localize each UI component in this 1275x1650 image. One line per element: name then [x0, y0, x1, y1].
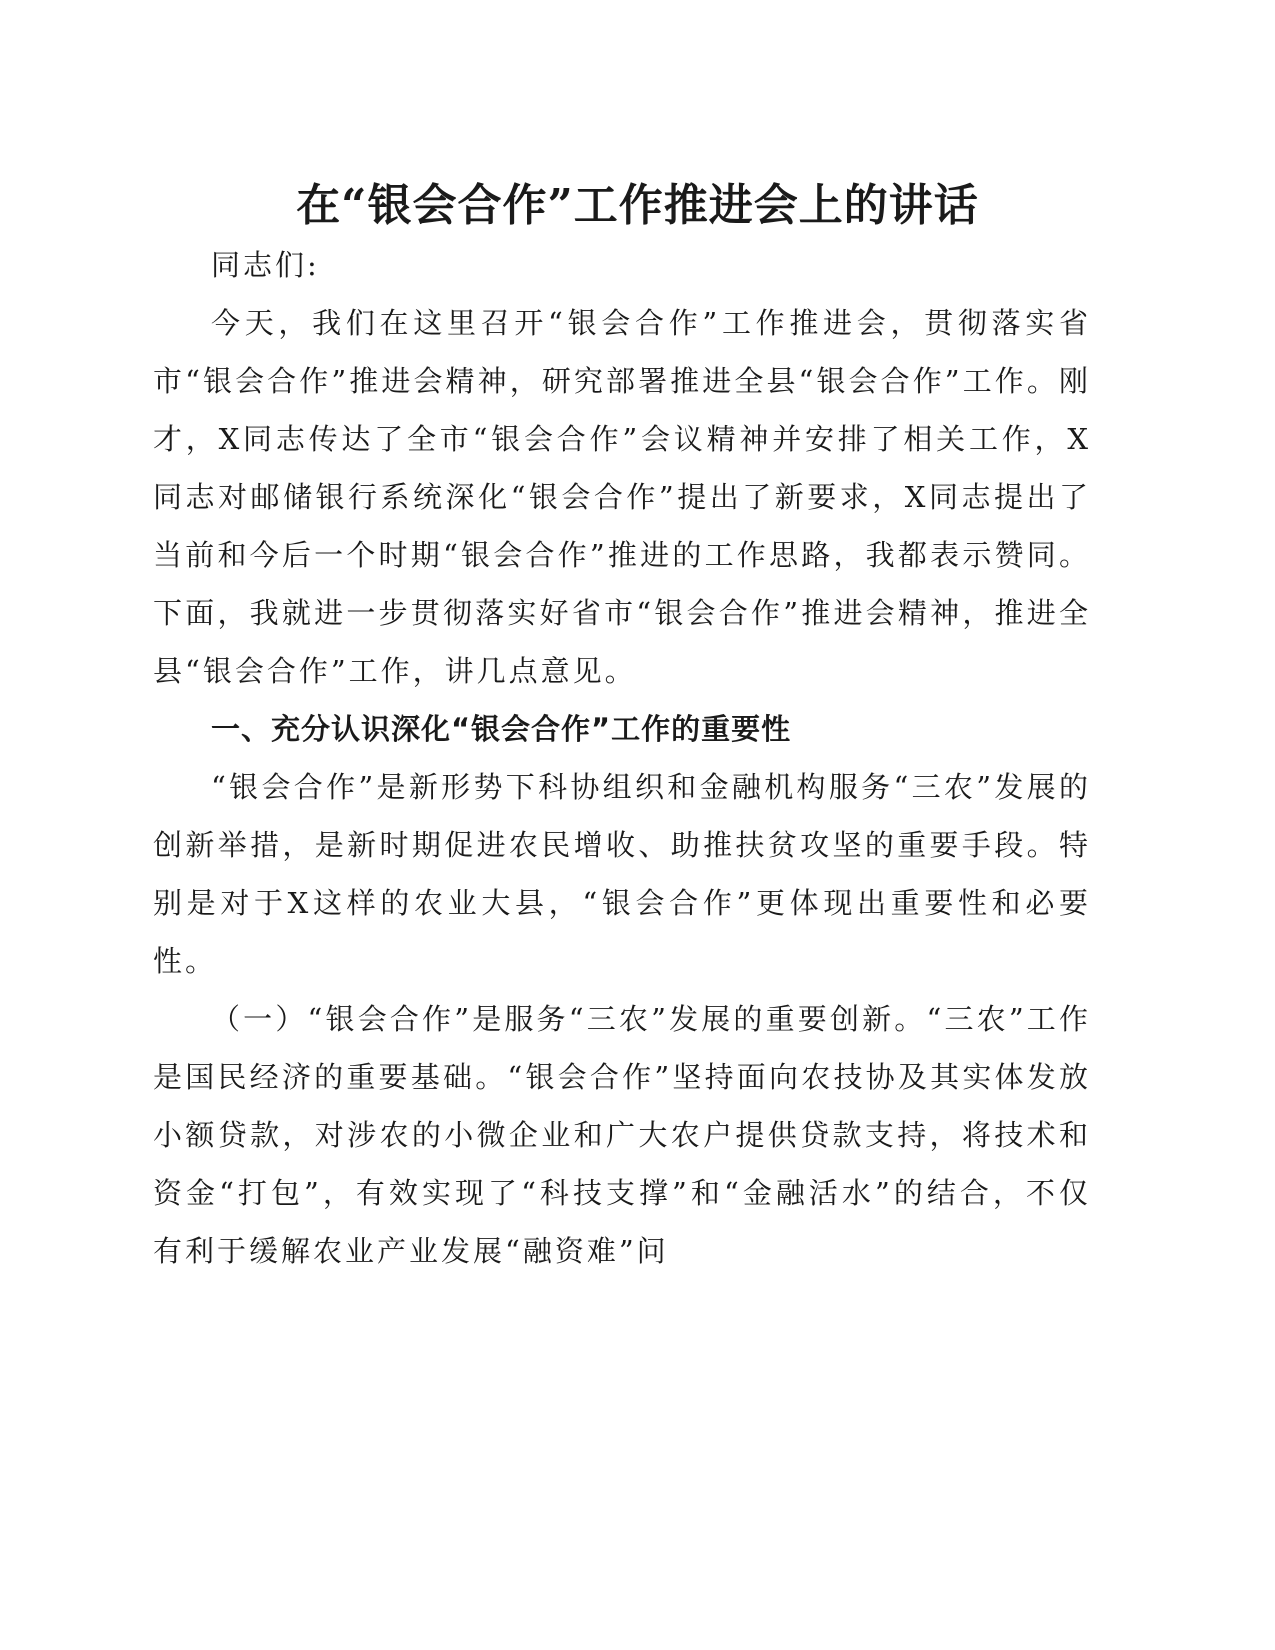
- point-paragraph: （一）“银会合作”是服务“三农”发展的重要创新。“三农”工作是国民经济的重要基础。“银会合作”坚持面向农技协及其实体发放小额贷款，对涉农的小微企业和广大农户提供贷款支持，将技术和资金“打包”，有效实现了“科技支撑”和“金融活水”的结合，不仅有利于缓解农业产业发展“融资难”问: [153, 1002, 1091, 1268]
- document-title: 在“银会合作”工作推进会上的讲话: [296, 180, 979, 231]
- salutation: 同志们:: [211, 248, 320, 282]
- document-body: [153, 236, 1091, 1280]
- section-heading: 一、充分认识深化“银会合作”工作的重要性: [211, 712, 792, 746]
- section-intro-paragraph: “银会合作”是新形势下科协组织和金融机构服务“三农”发展的创新举措，是新时期促进农民增收、助推扶贫攻坚的重要手段。特别是对于X这样的农业大县，“银会合作”更体现出重要性和必要性。: [153, 770, 1091, 978]
- opening-paragraph: 今天，我们在这里召开“银会合作”工作推进会，贯彻落实省市“银会合作”推进会精神，研究部署推进全县“银会合作”工作。刚才，X同志传达了全市“银会合作”会议精神并安排了相关工作，X同志对邮储银行系统深化“银会合作”提出了新要求，X同志提出了当前和今后一个时期“银会合作”推进的工作思路，我都表示赞同。下面，我就进一步贯彻落实好省市“银会合作”推进会精神，推进全县“银会合作”工作，讲几点意见。: [153, 306, 1091, 688]
